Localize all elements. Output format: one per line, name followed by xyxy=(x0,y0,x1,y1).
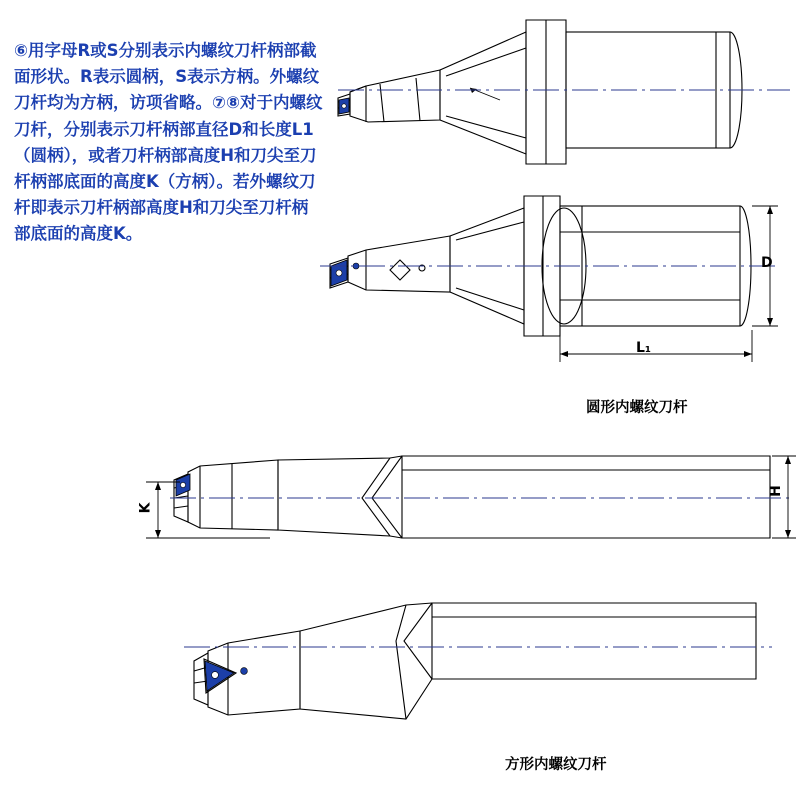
dimension-label-D: D xyxy=(761,255,773,271)
cutting-insert xyxy=(331,260,359,286)
figure-square-shank-side xyxy=(137,440,800,570)
figure-perspective-view xyxy=(320,18,800,203)
dimension-L1 xyxy=(560,330,752,362)
figure-square-shank-top-view xyxy=(160,595,780,735)
figure-round-shank xyxy=(300,180,800,410)
dimension-label-L1: L₁ xyxy=(636,340,652,356)
caption-square-shank: 方形内螺纹刀杆 xyxy=(505,757,607,773)
specification-note-text: ⑥用字母R或S分别表示内螺纹刀杆柄部截面形状。R表示圆柄，S表示方柄。外螺纹刀杆均为方柄，访项省略。⑦⑧对于内螺纹刀杆，分别表示刀杆柄部直径D和长度L1（圆柄），或者刀杆柄部高度H和刀尖至刀杆柄部底面的高度K（方柄）。若外螺纹刀杆即表示刀杆柄部高度H和刀尖至刀杆柄部底面的高度K。 xyxy=(14,41,323,244)
cutting-insert xyxy=(339,98,349,114)
dimension-label-K: K xyxy=(137,502,154,514)
caption-round-shank: 圆形内螺纹刀杆 xyxy=(586,400,688,416)
cutting-insert xyxy=(205,661,247,691)
dimension-label-H: H xyxy=(767,485,784,497)
